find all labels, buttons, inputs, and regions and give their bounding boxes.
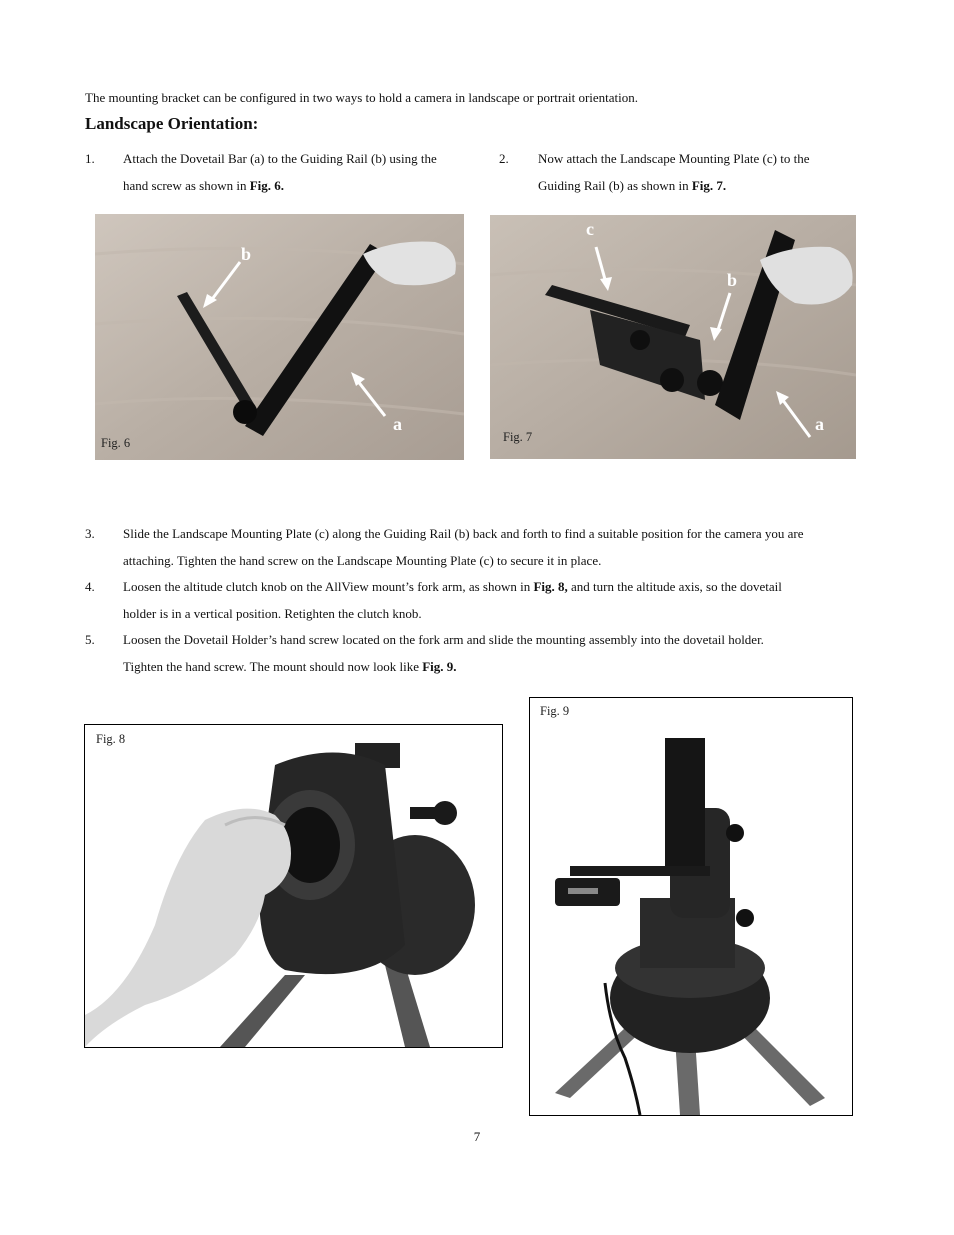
figure-6-photo (95, 214, 464, 460)
step-number: 4. (85, 579, 95, 594)
figure-reference: Fig. 6. (249, 178, 285, 193)
step-number: 3. (85, 526, 95, 541)
step-3 (85, 520, 875, 574)
figure-6 (95, 214, 464, 460)
callout-b: b (727, 270, 738, 290)
step-text: hand screw as shown in (123, 178, 250, 193)
section-heading: Landscape Orientation: (85, 114, 259, 133)
callout-b: b (241, 244, 252, 264)
callout-a: a (393, 414, 402, 434)
figure-reference: Fig. 7. (691, 178, 727, 193)
figure-9-photo (530, 698, 852, 1115)
step-text: and turn the altitude axis, so the dovetail (567, 579, 782, 594)
step-number: 1. (85, 151, 95, 166)
figure-caption: Fig. 6 (101, 436, 131, 450)
step-5 (85, 626, 875, 680)
callout-c: c (586, 219, 594, 239)
callout-a: a (815, 414, 824, 434)
step-text: holder is in a vertical position. Retighten the clutch knob. (123, 606, 422, 621)
figure-reference: Fig. 9. (422, 659, 457, 674)
figure-7 (490, 215, 856, 459)
figure-8 (84, 724, 503, 1048)
figure-7-photo (490, 215, 856, 459)
step-4 (85, 573, 875, 627)
step-2 (499, 145, 899, 199)
step-text: Loosen the Dovetail Holder’s hand screw located on the fork arm and slide the mounting assembly into the dovetail holder. (123, 632, 764, 647)
step-number: 5. (85, 632, 95, 647)
step-text: Tighten the hand screw. The mount should now look like (123, 659, 423, 674)
step-text: attaching. Tighten the hand screw on the Landscape Mounting Plate (c) to secure it in place. (123, 553, 602, 568)
figure-reference: Fig. 8, (533, 579, 568, 594)
step-number: 2. (499, 151, 509, 166)
step-text: Loosen the altitude clutch knob on the AllView mount’s fork arm, as shown in (123, 579, 534, 594)
figure-caption: Fig. 9 (540, 704, 570, 718)
step-text: Slide the Landscape Mounting Plate (c) along the Guiding Rail (b) back and forth to find a suitable position for the camera you are (123, 526, 804, 541)
figure-8-photo (85, 725, 502, 1047)
figure-caption: Fig. 8 (96, 732, 126, 746)
step-text: Now attach the Landscape Mounting Plate (c) to the (538, 151, 810, 166)
figure-caption: Fig. 7 (503, 430, 533, 444)
step-text: Guiding Rail (b) as shown in (538, 178, 692, 193)
page-number: 7 (473, 1129, 481, 1144)
figure-9 (529, 697, 853, 1116)
step-1 (85, 145, 485, 199)
intro-text: The mounting bracket can be configured in two ways to hold a camera in landscape or portrait orientation. (85, 90, 639, 105)
step-text: Attach the Dovetail Bar (a) to the Guiding Rail (b) using the (123, 151, 437, 166)
